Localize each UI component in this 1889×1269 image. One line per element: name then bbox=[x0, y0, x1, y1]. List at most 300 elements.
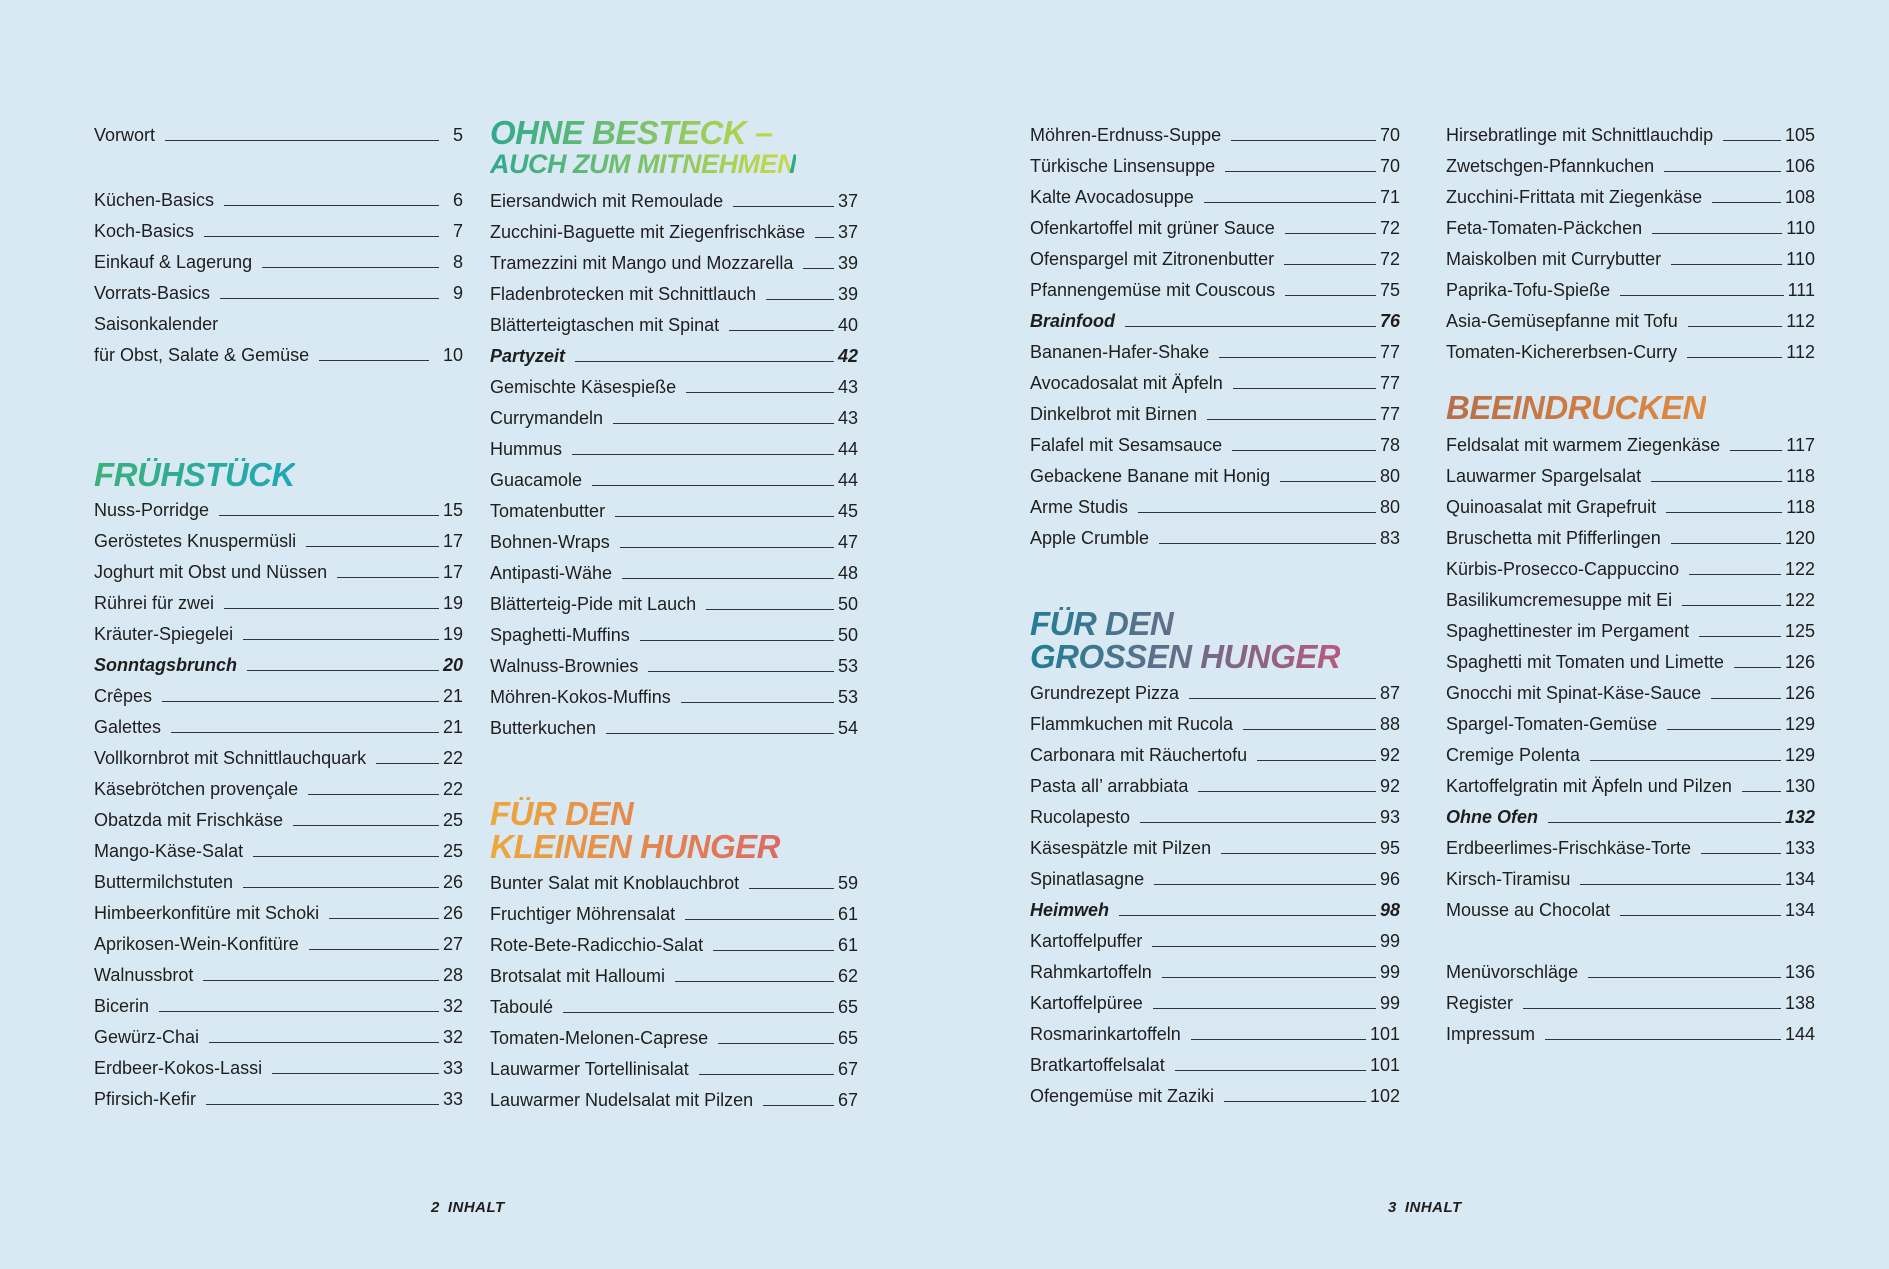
entry-page-number: 78 bbox=[1379, 435, 1400, 455]
entry-page-number: 50 bbox=[837, 625, 858, 645]
leader-line bbox=[1219, 357, 1376, 358]
leader-line bbox=[1257, 760, 1376, 761]
entry-title: Falafel mit Sesamsauce bbox=[1030, 435, 1223, 455]
leader-line bbox=[685, 919, 834, 920]
entry-title: Saisonkalender bbox=[94, 314, 219, 334]
toc-entry bbox=[94, 278, 463, 309]
entry-title: Lauwarmer Spargelsalat bbox=[1446, 466, 1642, 486]
leader-line bbox=[648, 671, 834, 672]
leader-line bbox=[1225, 171, 1376, 172]
leader-line bbox=[1545, 1039, 1781, 1040]
toc-entry bbox=[1446, 120, 1815, 151]
entry-page-number: 19 bbox=[442, 624, 463, 644]
entry-page-number: 77 bbox=[1379, 373, 1400, 393]
entry-page-number: 26 bbox=[442, 903, 463, 923]
toc-group-kleiner-hunger-cont bbox=[1030, 120, 1400, 554]
entry-title: Spinatlasagne bbox=[1030, 869, 1145, 889]
entry-page-number: 47 bbox=[837, 532, 858, 552]
entry-page-number: 32 bbox=[442, 996, 463, 1016]
entry-page-number: 112 bbox=[1786, 342, 1815, 362]
entry-page-number: 77 bbox=[1379, 404, 1400, 424]
toc-entry bbox=[94, 557, 463, 588]
leader-line bbox=[640, 640, 834, 641]
toc-entry bbox=[94, 929, 463, 960]
entry-page-number: 88 bbox=[1379, 714, 1400, 734]
entry-title: Hirsebratlinge mit Schnittlauchdip bbox=[1446, 125, 1714, 145]
leader-line bbox=[572, 454, 834, 455]
toc-entry bbox=[1446, 275, 1815, 306]
entry-title: Galettes bbox=[94, 717, 162, 737]
toc-entry bbox=[1446, 523, 1815, 554]
leader-line bbox=[243, 639, 439, 640]
leader-line bbox=[376, 763, 439, 764]
entry-page-number: 43 bbox=[837, 377, 858, 397]
toc-entry bbox=[1030, 926, 1400, 957]
entry-title: Pasta all’ arrabbiata bbox=[1030, 776, 1189, 796]
section-name: INHALT bbox=[447, 1199, 505, 1216]
leader-line bbox=[1699, 636, 1781, 637]
entry-page-number: 61 bbox=[837, 904, 858, 924]
toc-group-intro bbox=[94, 120, 463, 151]
leader-line bbox=[803, 268, 834, 269]
leader-line bbox=[1221, 853, 1376, 854]
entry-page-number: 17 bbox=[442, 531, 463, 551]
entry-title: Eiersandwich mit Remoulade bbox=[490, 191, 724, 211]
entry-title: Dinkelbrot mit Birnen bbox=[1030, 404, 1198, 424]
entry-page-number: 87 bbox=[1379, 683, 1400, 703]
leader-line bbox=[337, 577, 439, 578]
entry-page-number: 50 bbox=[837, 594, 858, 614]
entry-title: Walnuss-Brownies bbox=[490, 656, 639, 676]
entry-title: Vorrats-Basics bbox=[94, 283, 211, 303]
toc-entry bbox=[490, 496, 858, 527]
entry-title: Guacamole bbox=[490, 470, 583, 490]
toc-entry bbox=[1030, 864, 1400, 895]
toc-entry bbox=[1030, 461, 1400, 492]
entry-title: Fladenbrotecken mit Schnittlauch bbox=[490, 284, 757, 304]
leader-line bbox=[219, 515, 439, 516]
entry-title: Quinoasalat mit Grapefruit bbox=[1446, 497, 1657, 517]
entry-page-number: 21 bbox=[442, 717, 463, 737]
entry-title: Ohne Ofen bbox=[1446, 807, 1539, 827]
toc-entry bbox=[1030, 1019, 1400, 1050]
entry-title: Kartoffelpüree bbox=[1030, 993, 1143, 1013]
toc-entry bbox=[1446, 833, 1815, 864]
toc-entry bbox=[490, 992, 858, 1023]
toc-entry bbox=[1030, 678, 1400, 709]
leader-line bbox=[1548, 822, 1781, 823]
entry-title: Gewürz-Chai bbox=[94, 1027, 200, 1047]
leader-line bbox=[718, 1043, 834, 1044]
entry-title: Bicerin bbox=[94, 996, 150, 1016]
heading-beeindrucken bbox=[1446, 391, 1706, 424]
entry-page-number: 62 bbox=[837, 966, 858, 986]
entry-title: Buttermilchstuten bbox=[94, 872, 234, 892]
entry-page-number: 67 bbox=[837, 1059, 858, 1079]
leader-line bbox=[1671, 543, 1781, 544]
entry-page-number: 132 bbox=[1784, 807, 1815, 827]
leader-line bbox=[1140, 822, 1376, 823]
entry-title: Bohnen-Wraps bbox=[490, 532, 610, 552]
leader-line bbox=[763, 1105, 834, 1106]
entry-title: Flammkuchen mit Rucola bbox=[1030, 714, 1234, 734]
toc-entry bbox=[1446, 213, 1815, 244]
entry-page-number: 44 bbox=[837, 439, 858, 459]
leader-line bbox=[1233, 388, 1376, 389]
entry-page-number: 80 bbox=[1379, 497, 1400, 517]
toc-entry bbox=[94, 743, 463, 774]
entry-title: Brotsalat mit Halloumi bbox=[490, 966, 666, 986]
entry-title: Lauwarmer Nudelsalat mit Pilzen bbox=[490, 1090, 754, 1110]
leader-line bbox=[1620, 915, 1781, 916]
heading-line: FÜR DEN bbox=[1030, 605, 1174, 642]
toc-entry bbox=[1446, 771, 1815, 802]
entry-page-number: 136 bbox=[1784, 962, 1815, 982]
toc-group-appendix bbox=[1446, 957, 1815, 1050]
entry-page-number: 120 bbox=[1784, 528, 1815, 548]
entry-page-number: 8 bbox=[452, 252, 463, 272]
entry-page-number: 80 bbox=[1379, 466, 1400, 486]
leader-line bbox=[1285, 295, 1376, 296]
leader-line bbox=[1204, 202, 1376, 203]
toc-entry bbox=[94, 898, 463, 929]
toc-entry bbox=[1030, 833, 1400, 864]
entry-page-number: 10 bbox=[442, 345, 463, 365]
toc-entry bbox=[490, 589, 858, 620]
entry-title: Spaghetti-Muffins bbox=[490, 625, 630, 645]
entry-page-number: 105 bbox=[1784, 125, 1815, 145]
entry-title: Tomatenbutter bbox=[490, 501, 606, 521]
entry-page-number: 111 bbox=[1787, 280, 1815, 300]
toc-entry bbox=[94, 309, 463, 340]
entry-title: Blätterteig-Pide mit Lauch bbox=[490, 594, 697, 614]
leader-line bbox=[1231, 140, 1376, 141]
toc-entry bbox=[490, 248, 858, 279]
entry-page-number: 17 bbox=[442, 562, 463, 582]
leader-line bbox=[206, 1104, 439, 1105]
leader-line bbox=[162, 701, 439, 702]
entry-page-number: 144 bbox=[1784, 1024, 1815, 1044]
leader-line bbox=[1701, 853, 1781, 854]
entry-page-number: 72 bbox=[1379, 249, 1400, 269]
entry-page-number: 118 bbox=[1786, 466, 1815, 486]
section-name: INHALT bbox=[1404, 1199, 1462, 1216]
toc-entry bbox=[1446, 895, 1815, 926]
entry-page-number: 20 bbox=[442, 655, 463, 675]
leader-line bbox=[615, 516, 834, 517]
entry-page-number: 5 bbox=[452, 125, 463, 145]
toc-entry bbox=[94, 588, 463, 619]
leader-line bbox=[1243, 729, 1376, 730]
entry-page-number: 22 bbox=[442, 779, 463, 799]
entry-page-number: 44 bbox=[837, 470, 858, 490]
toc-entry bbox=[1446, 585, 1815, 616]
toc-entry bbox=[490, 899, 858, 930]
entry-page-number: 53 bbox=[837, 656, 858, 676]
toc-entry bbox=[490, 186, 858, 217]
toc-entry bbox=[94, 836, 463, 867]
entry-page-number: 48 bbox=[837, 563, 858, 583]
heading-kleiner-hunger bbox=[490, 797, 780, 863]
entry-title: Vollkornbrot mit Schnittlauchquark bbox=[94, 748, 367, 768]
leader-line bbox=[203, 980, 439, 981]
entry-title: Rote-Bete-Radicchio-Salat bbox=[490, 935, 704, 955]
toc-entry bbox=[490, 372, 858, 403]
entry-title: Bananen-Hafer-Shake bbox=[1030, 342, 1210, 362]
entry-title: Asia-Gemüsepfanne mit Tofu bbox=[1446, 311, 1678, 331]
toc-entry bbox=[490, 434, 858, 465]
entry-page-number: 21 bbox=[442, 686, 463, 706]
entry-title: Antipasti-Wähe bbox=[490, 563, 613, 583]
entry-page-number: 134 bbox=[1784, 869, 1815, 889]
toc-entry bbox=[490, 465, 858, 496]
page-footer-right bbox=[1388, 1199, 1470, 1216]
toc-entry bbox=[1446, 647, 1815, 678]
entry-page-number: 77 bbox=[1379, 342, 1400, 362]
entry-page-number: 112 bbox=[1786, 311, 1815, 331]
toc-entry bbox=[1030, 182, 1400, 213]
entry-title: Möhren-Kokos-Muffins bbox=[490, 687, 671, 707]
entry-page-number: 15 bbox=[442, 500, 463, 520]
toc-entry bbox=[1030, 120, 1400, 151]
toc-entry bbox=[490, 403, 858, 434]
entry-title: Grundrezept Pizza bbox=[1030, 683, 1180, 703]
leader-line bbox=[1723, 140, 1781, 141]
leader-line bbox=[766, 299, 834, 300]
entry-title: Rucolapesto bbox=[1030, 807, 1131, 827]
heading-line: BEEINDRUCKEN bbox=[1446, 389, 1706, 426]
toc-entry bbox=[94, 495, 463, 526]
entry-title: Fruchtiger Möhrensalat bbox=[490, 904, 676, 924]
leader-line bbox=[613, 423, 834, 424]
entry-title: Spaghetti mit Tomaten und Limette bbox=[1446, 652, 1724, 672]
entry-page-number: 102 bbox=[1369, 1086, 1400, 1106]
toc-entry bbox=[1030, 802, 1400, 833]
entry-page-number: 42 bbox=[837, 346, 858, 366]
entry-title: Mango-Käse-Salat bbox=[94, 841, 244, 861]
entry-title: Ofenkartoffel mit grüner Sauce bbox=[1030, 218, 1275, 238]
entry-title: Gemischte Käsespieße bbox=[490, 377, 677, 397]
entry-title: Lauwarmer Tortellinisalat bbox=[490, 1059, 689, 1079]
toc-group-ohne-besteck bbox=[490, 186, 858, 744]
entry-title: Gnocchi mit Spinat-Käse-Sauce bbox=[1446, 683, 1702, 703]
leader-line bbox=[204, 236, 439, 237]
entry-title: Möhren-Erdnuss-Suppe bbox=[1030, 125, 1222, 145]
toc-chapter-entry bbox=[1446, 802, 1815, 833]
toc-entry bbox=[490, 961, 858, 992]
toc-entry bbox=[1030, 337, 1400, 368]
page-footer-left bbox=[431, 1199, 513, 1216]
toc-entry bbox=[1446, 306, 1815, 337]
leader-line bbox=[1671, 264, 1782, 265]
toc-chapter-entry bbox=[1030, 306, 1400, 337]
entry-page-number: 33 bbox=[442, 1058, 463, 1078]
toc-entry bbox=[1030, 399, 1400, 430]
entry-title: Pfannengemüse mit Couscous bbox=[1030, 280, 1276, 300]
leader-line bbox=[1688, 326, 1783, 327]
entry-page-number: 6 bbox=[452, 190, 463, 210]
entry-page-number: 125 bbox=[1784, 621, 1815, 641]
leader-line bbox=[815, 237, 834, 238]
entry-title: Paprika-Tofu-Spieße bbox=[1446, 280, 1611, 300]
leader-line bbox=[681, 702, 834, 703]
toc-entry bbox=[1446, 337, 1815, 368]
leader-line bbox=[1191, 1039, 1366, 1040]
entry-title: Pfirsich-Kefir bbox=[94, 1089, 197, 1109]
leader-line bbox=[319, 360, 429, 361]
entry-page-number: 108 bbox=[1784, 187, 1815, 207]
leader-line bbox=[1119, 915, 1376, 916]
entry-page-number: 133 bbox=[1784, 838, 1815, 858]
entry-title: Taboulé bbox=[490, 997, 554, 1017]
entry-title: Gebackene Banane mit Honig bbox=[1030, 466, 1271, 486]
leader-line bbox=[209, 1042, 439, 1043]
leader-line bbox=[272, 1073, 439, 1074]
entry-title: Currymandeln bbox=[490, 408, 604, 428]
toc-entry bbox=[94, 681, 463, 712]
entry-page-number: 92 bbox=[1379, 745, 1400, 765]
toc-chapter-entry bbox=[1030, 895, 1400, 926]
entry-page-number: 99 bbox=[1379, 993, 1400, 1013]
entry-title: Kartoffelgratin mit Äpfeln und Pilzen bbox=[1446, 776, 1732, 796]
leader-line bbox=[1159, 543, 1376, 544]
toc-entry bbox=[1446, 616, 1815, 647]
leader-line bbox=[253, 856, 439, 857]
leader-line bbox=[729, 330, 834, 331]
leader-line bbox=[1667, 729, 1781, 730]
leader-line bbox=[592, 485, 834, 486]
leader-line bbox=[620, 547, 834, 548]
entry-title: Menüvorschläge bbox=[1446, 962, 1579, 982]
entry-page-number: 45 bbox=[837, 501, 858, 521]
entry-page-number: 126 bbox=[1784, 652, 1815, 672]
entry-page-number: 67 bbox=[837, 1090, 858, 1110]
toc-entry bbox=[1446, 678, 1815, 709]
leader-line bbox=[1651, 481, 1782, 482]
entry-title: Basilikumcremesuppe mit Ei bbox=[1446, 590, 1673, 610]
toc-entry bbox=[490, 558, 858, 589]
toc-entry bbox=[490, 620, 858, 651]
entry-title: Blätterteigtaschen mit Spinat bbox=[490, 315, 720, 335]
entry-page-number: 65 bbox=[837, 1028, 858, 1048]
entry-page-number: 106 bbox=[1784, 156, 1815, 176]
entry-page-number: 110 bbox=[1786, 218, 1815, 238]
entry-page-number: 28 bbox=[442, 965, 463, 985]
entry-page-number: 75 bbox=[1379, 280, 1400, 300]
entry-title: Zwetschgen-Pfannkuchen bbox=[1446, 156, 1655, 176]
entry-page-number: 65 bbox=[837, 997, 858, 1017]
leader-line bbox=[165, 140, 439, 141]
entry-page-number: 37 bbox=[837, 191, 858, 211]
entry-title: Bruschetta mit Pfifferlingen bbox=[1446, 528, 1661, 548]
entry-page-number: 22 bbox=[442, 748, 463, 768]
entry-page-number: 130 bbox=[1784, 776, 1815, 796]
entry-page-number: 76 bbox=[1379, 311, 1400, 331]
entry-title: Arme Studis bbox=[1030, 497, 1129, 517]
toc-entry bbox=[490, 527, 858, 558]
entry-title: für Obst, Salate & Gemüse bbox=[94, 345, 310, 365]
entry-title: Feldsalat mit warmem Ziegenkäse bbox=[1446, 435, 1721, 455]
toc-entry bbox=[1446, 461, 1815, 492]
entry-title: Himbeerkonfitüre mit Schoki bbox=[94, 903, 320, 923]
entry-title: Bunter Salat mit Knoblauchbrot bbox=[490, 873, 740, 893]
entry-title: Rosmarinkartoffeln bbox=[1030, 1024, 1181, 1044]
entry-title: Hummus bbox=[490, 439, 563, 459]
leader-line bbox=[749, 888, 834, 889]
toc-group-beeindrucken bbox=[1446, 430, 1815, 926]
leader-line bbox=[1730, 450, 1782, 451]
toc-entry bbox=[1030, 244, 1400, 275]
entry-page-number: 70 bbox=[1379, 125, 1400, 145]
heading-line: FRÜHSTÜCK bbox=[94, 456, 295, 493]
entry-page-number: 43 bbox=[837, 408, 858, 428]
entry-title: Carbonara mit Räuchertofu bbox=[1030, 745, 1248, 765]
toc-chapter-entry bbox=[490, 341, 858, 372]
toc-entry bbox=[1030, 1050, 1400, 1081]
heading-line: OHNE BESTECK – bbox=[490, 114, 773, 151]
leader-line bbox=[1285, 233, 1376, 234]
entry-title: Spargel-Tomaten-Gemüse bbox=[1446, 714, 1658, 734]
leader-line bbox=[1280, 481, 1376, 482]
toc-entry bbox=[1030, 1081, 1400, 1112]
entry-title: Rahmkartoffeln bbox=[1030, 962, 1152, 982]
toc-entry bbox=[94, 216, 463, 247]
toc-entry bbox=[1446, 151, 1815, 182]
entry-page-number: 122 bbox=[1784, 559, 1815, 579]
entry-title: Kräuter-Spiegelei bbox=[94, 624, 234, 644]
toc-group-basics bbox=[94, 185, 463, 371]
toc-entry bbox=[94, 247, 463, 278]
leader-line bbox=[1162, 977, 1376, 978]
entry-page-number: 37 bbox=[837, 222, 858, 242]
toc-entry bbox=[1446, 430, 1815, 461]
leader-line bbox=[1152, 946, 1376, 947]
entry-page-number: 7 bbox=[452, 221, 463, 241]
leader-line bbox=[1125, 326, 1376, 327]
entry-title: Erdbeerlimes-Frischkäse-Torte bbox=[1446, 838, 1692, 858]
leader-line bbox=[159, 1011, 439, 1012]
toc-group-fruehstueck bbox=[94, 495, 463, 1115]
leader-line bbox=[1711, 698, 1781, 699]
entry-title: Obatzda mit Frischkäse bbox=[94, 810, 284, 830]
leader-line bbox=[622, 578, 834, 579]
toc-entry bbox=[94, 991, 463, 1022]
entry-title: Ofenspargel mit Zitronenbutter bbox=[1030, 249, 1275, 269]
toc-entry bbox=[490, 1085, 858, 1116]
toc-entry bbox=[490, 713, 858, 744]
entry-page-number: 27 bbox=[442, 934, 463, 954]
entry-page-number: 99 bbox=[1379, 962, 1400, 982]
entry-page-number: 129 bbox=[1784, 745, 1815, 765]
entry-page-number: 39 bbox=[837, 284, 858, 304]
toc-entry bbox=[1030, 709, 1400, 740]
toc-entry bbox=[490, 682, 858, 713]
leader-line bbox=[1652, 233, 1782, 234]
entry-page-number: 40 bbox=[837, 315, 858, 335]
toc-entry bbox=[1030, 957, 1400, 988]
leader-line bbox=[1712, 202, 1781, 203]
entry-page-number: 93 bbox=[1379, 807, 1400, 827]
toc-entry bbox=[490, 1054, 858, 1085]
entry-title: Erdbeer-Kokos-Lassi bbox=[94, 1058, 263, 1078]
leader-line bbox=[243, 887, 439, 888]
leader-line bbox=[563, 1012, 834, 1013]
toc-entry bbox=[94, 867, 463, 898]
heading-grosser-hunger bbox=[1030, 607, 1340, 673]
entry-page-number: 96 bbox=[1379, 869, 1400, 889]
leader-line bbox=[1687, 357, 1782, 358]
toc-entry bbox=[94, 805, 463, 836]
